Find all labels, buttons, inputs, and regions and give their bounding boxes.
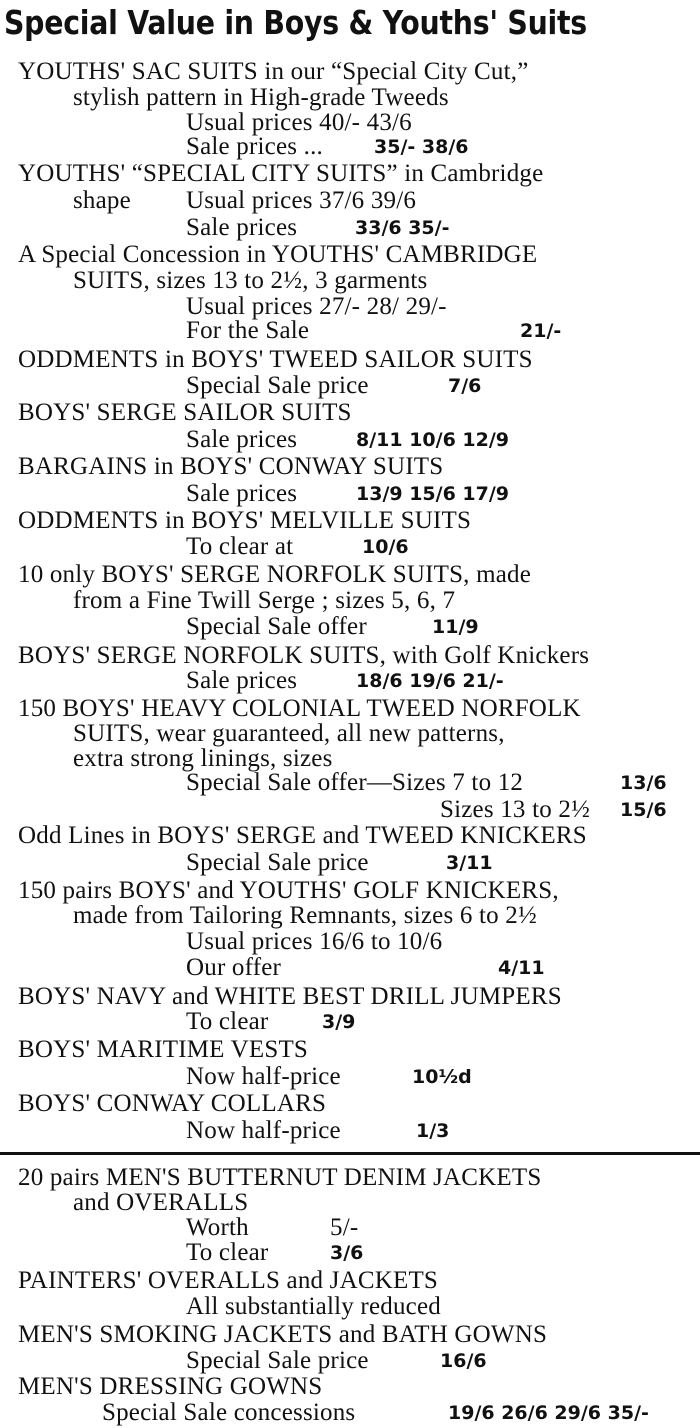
sale-price: 13/9 15/6 17/9 [356, 483, 510, 505]
sale-price: 4/11 [498, 957, 545, 979]
item-line: To clear [186, 1239, 269, 1266]
item-line: All substantially reduced [186, 1293, 441, 1320]
sale-price: 19/6 26/6 29/6 35/- [448, 1402, 649, 1424]
item-line: extra strong linings, sizes [73, 745, 333, 772]
item-line: Special Sale price [186, 849, 369, 876]
item-line: Sizes 13 to 2½ [440, 796, 591, 823]
item-line: Odd Lines in BOYS' SERGE and TWEED KNICKERS [18, 822, 587, 849]
item-line: Now half-price [186, 1117, 341, 1144]
sale-price: 15/6 [620, 799, 667, 821]
sale-price: 21/- [520, 320, 562, 342]
item-line: MEN'S SMOKING JACKETS and BATH GOWNS [18, 1321, 548, 1348]
sale-price: 3/9 [322, 1011, 356, 1033]
sale-price: 10/6 [362, 536, 409, 558]
item-line: BOYS' MARITIME VESTS [18, 1036, 309, 1063]
sale-price: 35/- 38/6 [374, 136, 469, 158]
item-line: Sale prices [186, 480, 298, 507]
item-line: YOUTHS' “SPECIAL CITY SUITS” in Cambridge [18, 160, 544, 187]
sale-price: 13/6 [620, 772, 667, 794]
item-line: stylish pattern in High-grade Tweeds [73, 84, 449, 111]
item-line: MEN'S DRESSING GOWNS [18, 1373, 323, 1400]
item-line: Special Sale price [186, 1347, 369, 1374]
page-title: Special Value in Boys & Youths' Suits [4, 3, 587, 42]
item-line: Sale prices [186, 426, 298, 453]
sale-price: 3/11 [446, 852, 493, 874]
item-line: BOYS' SERGE NORFOLK SUITS, with Golf Knickers [18, 642, 590, 669]
item-line: Now half-price [186, 1063, 341, 1090]
item-line: 20 pairs MEN'S BUTTERNUT DENIM JACKETS [18, 1164, 542, 1191]
item-line: Sale prices [186, 214, 298, 241]
item-line: Usual prices 40/- 43/6 [186, 109, 412, 136]
item-line: SUITS, wear guaranteed, all new patterns, [73, 720, 505, 747]
sale-price: 1/3 [416, 1120, 450, 1142]
item-line: Sale prices [186, 667, 298, 694]
item-line: Our offer [186, 954, 282, 981]
item-line: Usual prices 37/6 39/6 [186, 187, 417, 214]
item-line: shape [73, 187, 131, 214]
sale-price: 33/6 35/- [355, 217, 450, 239]
item-line: BOYS' CONWAY COLLARS [18, 1090, 327, 1117]
item-line: 5/- [330, 1214, 359, 1241]
item-line: and OVERALLS [73, 1189, 249, 1216]
item-line: Usual prices 27/- 28/ 29/- [186, 293, 447, 320]
item-line: To clear [186, 1008, 269, 1035]
section-divider [0, 1152, 700, 1155]
item-line: Special Sale concessions [102, 1399, 356, 1426]
item-line: SUITS, sizes 13 to 2½, 3 garments [73, 267, 428, 294]
item-line: PAINTERS' OVERALLS and JACKETS [18, 1267, 439, 1294]
item-line: made from Tailoring Remnants, sizes 6 to 2½ [73, 902, 537, 929]
sale-price: 3/6 [330, 1242, 364, 1264]
item-line: Worth [186, 1214, 249, 1241]
item-line: BOYS' SERGE SAILOR SUITS [18, 399, 352, 426]
sale-price: 18/6 19/6 21/- [356, 670, 504, 692]
sale-price: 11/9 [432, 616, 479, 638]
sale-price: 10½d [412, 1066, 472, 1088]
item-line: Special Sale offer [186, 613, 367, 640]
item-line: 150 BOYS' HEAVY COLONIAL TWEED NORFOLK [18, 695, 581, 722]
item-line: Special Sale price [186, 372, 369, 399]
item-line: 10 only BOYS' SERGE NORFOLK SUITS, made [18, 561, 532, 588]
item-line: Sale prices ... [186, 133, 323, 160]
sale-price: 7/6 [448, 375, 482, 397]
sale-price: 16/6 [440, 1350, 487, 1372]
item-line: BOYS' NAVY and WHITE BEST DRILL JUMPERS [18, 983, 562, 1010]
item-line: 150 pairs BOYS' and YOUTHS' GOLF KNICKERS, [18, 877, 559, 904]
item-line: For the Sale [186, 317, 310, 344]
item-line: Usual prices 16/6 to 10/6 [186, 928, 443, 955]
item-line: ODDMENTS in BOYS' TWEED SAILOR SUITS [18, 346, 533, 373]
item-line: A Special Concession in YOUTHS' CAMBRIDGE [18, 241, 538, 268]
item-line: from a Fine Twill Serge ; sizes 5, 6, 7 [73, 587, 456, 614]
item-line: ODDMENTS in BOYS' MELVILLE SUITS [18, 507, 472, 534]
sale-price: 8/11 10/6 12/9 [356, 429, 510, 451]
item-line: Special Sale offer—Sizes 7 to 12 [186, 769, 524, 796]
item-line: YOUTHS' SAC SUITS in our “Special City Cut,” [18, 58, 529, 85]
item-line: To clear at [186, 533, 294, 560]
item-line: BARGAINS in BOYS' CONWAY SUITS [18, 453, 444, 480]
